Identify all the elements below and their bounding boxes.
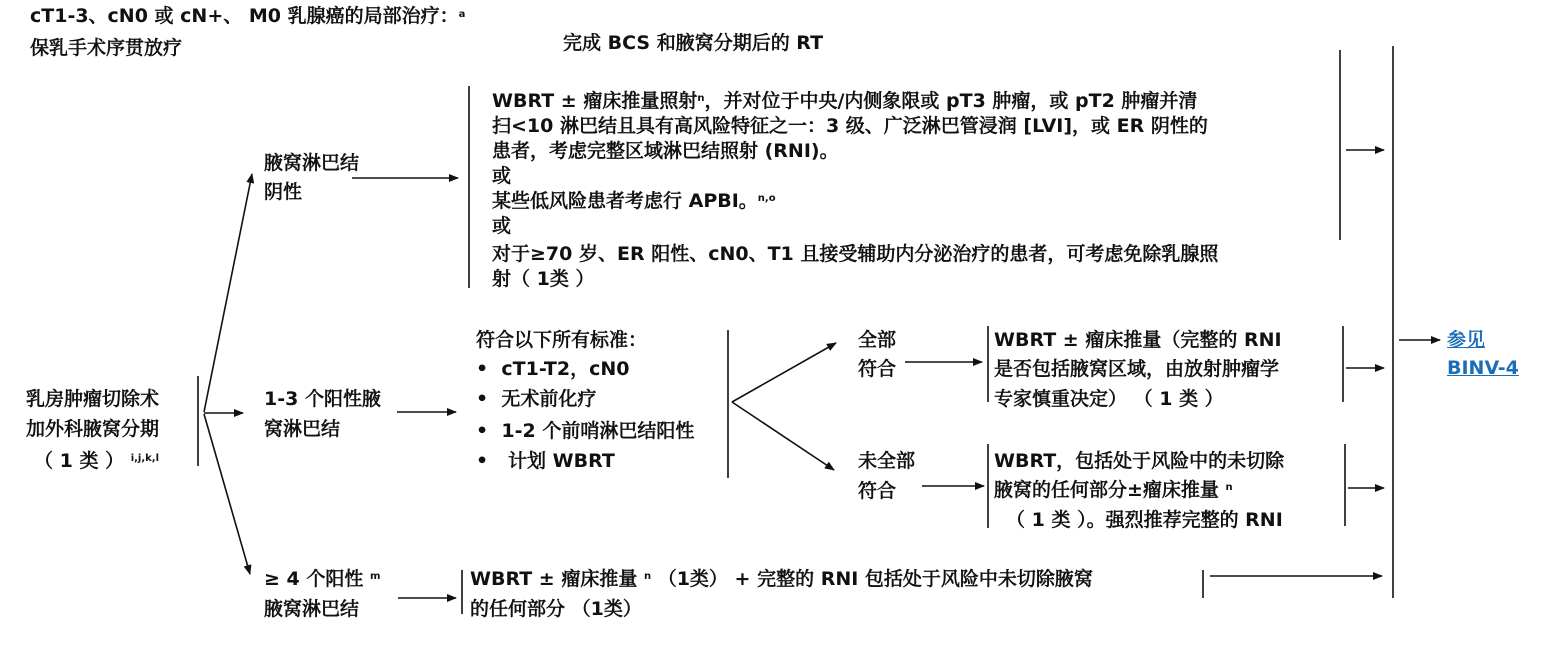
- reference-link-line2[interactable]: BINV-4: [1447, 357, 1519, 379]
- 1to3-label-line1: 1-3 个阳性腋: [264, 388, 381, 410]
- all-met-line1: 全部: [858, 329, 897, 351]
- arrow-criteria-to-notall: [732, 402, 834, 470]
- not-all-met-line1: 未全部: [858, 450, 916, 472]
- column-header: 完成 BCS 和腋窝分期后的 RT: [563, 32, 824, 54]
- 1to3-label-line2: 窝淋巴结: [264, 418, 341, 440]
- arrow-criteria-to-all: [732, 343, 836, 402]
- not-all-met-treatment-line2: 腋窝的任何部分±瘤床推量 $^n$: [994, 479, 1233, 501]
- negative-treatment-line2: 扫<10 淋巴结且具有高风险特征之一：3 级、广泛淋巴管浸润 [LVI]，或 ER 阴性的: [492, 115, 1208, 137]
- all-met-treatment-line2: 是否包括腋窝区域，由放射肿瘤学: [994, 358, 1280, 380]
- criteria-item: • 计划 WBRT: [476, 450, 615, 472]
- all-met-treatment-line3: 专家慎重决定） （ 1 类 ）: [994, 388, 1224, 410]
- not-all-met-treatment-line1: WBRT，包括处于风险中的未切除: [994, 450, 1285, 472]
- root-line1: 乳房肿瘤切除术: [26, 388, 160, 410]
- not-all-met-line2: 符合: [858, 480, 897, 502]
- negative-treatment-line6: 射（ 1类 ）: [492, 268, 595, 290]
- all-met-line2: 符合: [858, 358, 897, 380]
- arrow-root-to-negative: [204, 174, 252, 412]
- page-title: cT1-3、cN0 或 cN+、 M0 乳腺癌的局部治疗：$^a$: [30, 5, 466, 27]
- negative-label-line1: 腋窝淋巴结: [264, 152, 360, 174]
- arrow-root-to-4plus: [204, 414, 250, 574]
- negative-treatment-line4: 某些低风险患者考虑行 APBI。$^{n,o}$: [492, 190, 776, 212]
- 4plus-label-line1: ≥ 4 个阳性 $^m$: [264, 568, 381, 590]
- criteria-item: • 无术前化疗: [476, 388, 597, 410]
- all-met-treatment-line1: WBRT ± 瘤床推量（完整的 RNI: [994, 329, 1282, 351]
- root-line2: 加外科腋窝分期: [26, 418, 160, 440]
- negative-or-1: 或: [492, 165, 512, 187]
- criteria-item: • 1-2 个前哨淋巴结阳性: [476, 420, 695, 442]
- negative-label-line2: 阴性: [264, 181, 303, 203]
- reference-link-line1[interactable]: 参见: [1447, 329, 1486, 351]
- 4plus-treatment-line2: 的任何部分 （1类）: [470, 598, 642, 620]
- criteria-item: • cT1-T2，cN0: [476, 358, 630, 380]
- negative-or-2: 或: [492, 215, 512, 237]
- 4plus-label-line2: 腋窝淋巴结: [264, 598, 360, 620]
- negative-treatment-line5: 对于≥70 岁、ER 阳性、cN0、T1 且接受辅助内分泌治疗的患者，可考虑免除乳腺照: [492, 243, 1219, 265]
- negative-treatment-line1: WBRT ± 瘤床推量照射$^n$，并对位于中央/内侧象限或 pT3 肿瘤，或 pT2 肿瘤并清: [492, 90, 1198, 112]
- not-all-met-treatment-line3: （ 1 类 ）。强烈推荐完整的 RNI: [1006, 509, 1283, 531]
- root-line3: （ 1 类 ） $^{i,j,k,l}$: [34, 450, 160, 472]
- negative-treatment-line3: 患者，考虑完整区域淋巴结照射 (RNI)。: [492, 140, 839, 162]
- page-subtitle: 保乳手术序贯放疗: [30, 37, 183, 59]
- 4plus-treatment-line1: WBRT ± 瘤床推量 $^n$ （1类） + 完整的 RNI 包括处于风险中未切除腋窝: [470, 568, 1093, 590]
- criteria-title: 符合以下所有标准：: [476, 329, 648, 351]
